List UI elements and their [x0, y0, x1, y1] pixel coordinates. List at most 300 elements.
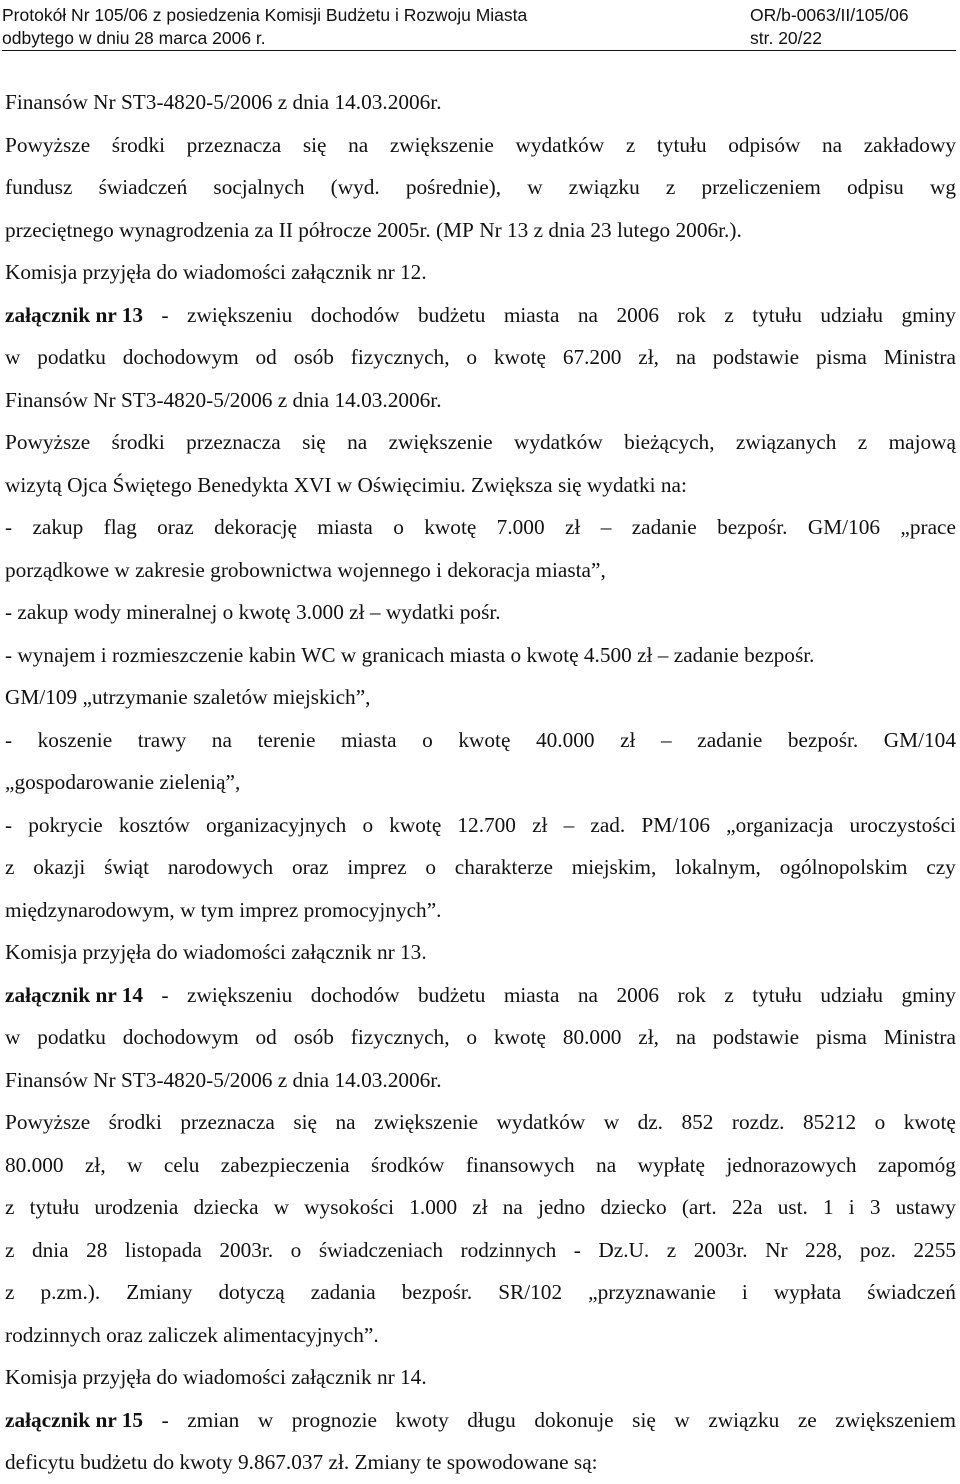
word: o — [425, 855, 436, 879]
word: Zmiany — [354, 1450, 421, 1474]
word: pokrycie — [28, 812, 103, 837]
word: półrocze — [298, 217, 372, 242]
word: osób — [293, 345, 334, 369]
word: wojennego — [337, 557, 431, 582]
word: 2003r. — [219, 1237, 274, 1262]
word: 80.000 — [562, 1025, 622, 1049]
word: bezpośr. — [744, 642, 815, 667]
word: Ojca — [67, 472, 108, 497]
word: miasta — [340, 727, 397, 752]
word: załącznik — [291, 940, 372, 964]
word: zwiększeniu — [187, 302, 293, 327]
word: kwotę — [238, 600, 291, 624]
word: dnia — [548, 217, 586, 242]
word: do — [156, 1365, 178, 1389]
word: porządkowe — [5, 557, 110, 582]
word: WC — [301, 642, 336, 667]
word: (art. — [681, 1195, 717, 1219]
word: 12.700 — [457, 812, 516, 837]
word: związku — [708, 1407, 780, 1432]
word: zł, — [84, 1152, 106, 1177]
word: 2255 — [913, 1237, 956, 1262]
word: ogólnopolskim — [779, 855, 908, 879]
text-line — [5, 336, 956, 379]
word: miejskim, — [571, 855, 657, 879]
word: zwiększenie — [388, 430, 493, 454]
word: grobownictwa — [210, 557, 333, 582]
word: Powyższe — [5, 430, 91, 454]
word: rok — [677, 982, 706, 1007]
word: - — [5, 642, 13, 667]
word: flag — [103, 515, 137, 539]
word: dochodów — [310, 982, 400, 1007]
word: Ministra — [883, 1025, 956, 1049]
word: kwotę — [424, 515, 477, 539]
word: „przyznawanie — [588, 1280, 716, 1304]
word: udziału — [820, 302, 884, 327]
word: gminy — [901, 982, 956, 1007]
word: do — [156, 260, 178, 284]
word: w — [180, 897, 196, 922]
word: wydatki — [586, 472, 656, 497]
word: zwiększeniu — [187, 982, 293, 1007]
word: organizacyjnych — [205, 812, 347, 837]
word: lokalnym, — [675, 855, 761, 879]
word: kwotę — [493, 345, 546, 369]
word: – — [661, 727, 672, 752]
text-line — [5, 889, 956, 932]
word: załącznik — [291, 1365, 372, 1389]
word: dotyczą — [218, 1280, 285, 1304]
word: dnia — [31, 1237, 69, 1262]
word: przyjęła — [82, 1365, 152, 1389]
word: „prace — [900, 515, 956, 539]
text-line — [5, 1144, 956, 1187]
word: czy — [926, 855, 956, 879]
word: w — [674, 1407, 690, 1432]
word: rozdz. — [731, 1110, 785, 1134]
word: na — [335, 1110, 356, 1134]
word: dz. — [637, 1110, 664, 1134]
text-line — [5, 209, 956, 252]
word: Zwiększa — [471, 472, 553, 497]
text-line — [5, 421, 956, 464]
word: ST3-4820-5/2006 — [120, 1067, 273, 1092]
word: Powyższe — [5, 1110, 91, 1134]
word: na — [675, 1025, 696, 1049]
word: zł — [564, 515, 581, 539]
word: przeciętnego — [5, 217, 114, 242]
word: o — [393, 515, 404, 539]
word: „gospodarowanie — [5, 770, 155, 794]
text-line — [5, 761, 956, 804]
word: środki — [111, 430, 165, 454]
word: 12. — [400, 260, 427, 284]
word: na — [577, 982, 598, 1007]
word: wydatków — [513, 430, 603, 454]
text-line — [5, 1186, 956, 1229]
text-line — [5, 464, 956, 507]
word: 228, — [805, 1237, 843, 1262]
word: bieżących, — [624, 430, 715, 454]
text-line — [5, 1059, 956, 1102]
word: o — [290, 1237, 302, 1262]
word: (wyd. — [330, 175, 380, 199]
word: z — [533, 217, 544, 242]
word: środków — [371, 1152, 445, 1177]
text-line — [5, 1101, 956, 1144]
word: na — [822, 132, 843, 157]
text-line — [5, 379, 956, 422]
word: Komisja — [5, 1365, 78, 1389]
word: o — [362, 812, 374, 837]
word: wg — [929, 175, 956, 199]
attachment-heading-line — [5, 1399, 956, 1442]
word: wydatków — [515, 132, 605, 157]
word: Zmiany — [126, 1280, 193, 1304]
word: miasta — [503, 302, 560, 327]
word: podstawie — [712, 1025, 800, 1049]
word: świadczeń — [867, 1280, 956, 1304]
word: alimentacyjnych”. — [223, 1322, 379, 1347]
word: o — [466, 345, 478, 369]
word: rok — [677, 302, 706, 327]
word: II — [278, 217, 293, 242]
word: podatku — [37, 1025, 106, 1049]
word: budżetu — [417, 982, 486, 1007]
word: się — [293, 1110, 318, 1134]
page-header — [2, 4, 956, 50]
word: z — [277, 90, 288, 114]
word: XVI — [293, 472, 332, 497]
word: są: — [573, 1450, 598, 1474]
word: wizytą — [5, 472, 62, 497]
word: pośr. — [459, 600, 501, 624]
word: odpisów — [728, 132, 801, 157]
word: 14.03.2006r. — [334, 1067, 442, 1092]
word: środki — [111, 132, 166, 157]
word: w — [603, 1110, 620, 1134]
word: dokonuje — [534, 1407, 614, 1432]
word: Nr — [93, 90, 116, 114]
word: zwiększeniem — [835, 1407, 956, 1432]
word: środki — [108, 1110, 162, 1134]
text-line — [5, 1441, 956, 1484]
word: zakresie — [135, 557, 205, 582]
word: długu — [467, 1407, 516, 1432]
word: i — [741, 1280, 748, 1304]
word: ze — [797, 1407, 817, 1432]
word: kwotę — [526, 642, 579, 667]
word: kwoty — [179, 1450, 233, 1474]
word: trawy — [137, 727, 187, 752]
word: nr — [376, 1365, 395, 1389]
word: promocyjnych”. — [303, 897, 442, 922]
word: wydatki — [385, 600, 455, 624]
text-line — [5, 719, 956, 762]
word: dochodowym — [122, 345, 239, 369]
word: tytułu — [752, 302, 802, 327]
protocol-title: Protokół Nr 105/06 z posiedzenia Komisji Budżetu i Rozwoju Miasta — [2, 5, 528, 25]
word: SR/102 — [498, 1280, 563, 1304]
word: – — [369, 600, 381, 624]
word: zł — [349, 600, 365, 624]
word: „organizacja — [726, 812, 834, 837]
word: zł, — [638, 1025, 659, 1049]
word: 80.000 — [5, 1152, 64, 1177]
word: w — [5, 1025, 21, 1049]
word: bezpośr. — [717, 515, 788, 539]
word: Oświęcimiu. — [357, 472, 466, 497]
word: do — [156, 940, 178, 964]
word: – — [600, 515, 612, 539]
word: o — [222, 600, 234, 624]
word: na — [596, 1152, 617, 1177]
word: ustawy — [895, 1195, 956, 1219]
word: w — [340, 642, 357, 667]
word: z — [724, 982, 734, 1007]
text-line — [5, 506, 956, 549]
attachment-label: załącznik nr 15 — [5, 1407, 144, 1432]
word: mineralnej — [126, 600, 218, 624]
word: zł, — [638, 345, 659, 369]
word: uroczystości — [849, 812, 956, 837]
word: dziecka — [193, 1195, 259, 1219]
word: 852 — [681, 1110, 714, 1134]
word: Nr — [93, 1067, 116, 1092]
word: 2006r.). — [675, 217, 742, 242]
word: o — [466, 1025, 478, 1049]
word: 1 — [823, 1195, 834, 1219]
word: bezpośr. — [787, 727, 859, 752]
word: kosztów — [118, 812, 190, 837]
word: zadanie — [631, 515, 697, 539]
word: z — [277, 1067, 288, 1092]
word: wody — [73, 600, 121, 624]
word: z — [724, 302, 734, 327]
word: szaletów — [193, 685, 268, 709]
word: pisma — [816, 345, 867, 369]
word: Powyższe — [5, 132, 91, 157]
word: nr — [376, 260, 395, 284]
text-line — [5, 1016, 956, 1059]
word: fizycznych, — [350, 1025, 450, 1049]
word: z — [857, 430, 868, 454]
word: zwiększenie — [374, 1110, 479, 1134]
word: urodzenia — [94, 1195, 179, 1219]
word: granicach — [361, 642, 445, 667]
word: 67.200 — [562, 345, 622, 369]
word: 4.500 — [583, 642, 632, 667]
word: miejskich”, — [272, 685, 371, 709]
word: miasta — [317, 515, 373, 539]
text-line — [5, 591, 956, 634]
word: - — [161, 982, 169, 1007]
word: zmian — [187, 1407, 240, 1432]
word: 13 — [507, 217, 529, 242]
word: z — [5, 1237, 15, 1262]
word: dekoracja — [447, 557, 531, 582]
word: majową — [888, 430, 956, 454]
word: wiadomości — [183, 940, 286, 964]
word: udziału — [820, 982, 884, 1007]
word: budżetu — [417, 302, 486, 327]
word: z — [5, 855, 15, 879]
word: Finansów — [5, 387, 88, 412]
word: lutego — [616, 217, 671, 242]
word: te — [426, 1450, 442, 1474]
word: na — [675, 345, 696, 369]
word: świąt — [104, 855, 150, 879]
word: podatku — [37, 345, 106, 369]
text-line — [5, 251, 956, 294]
word: „utrzymanie — [82, 685, 188, 709]
word: się — [557, 472, 582, 497]
word: ST3-4820-5/2006 — [120, 90, 273, 114]
word: Nr — [479, 217, 502, 242]
word: na — [347, 430, 368, 454]
meeting-date: odbytego w dniu 28 marca 2006 r. — [2, 28, 266, 48]
word: kwotę — [458, 727, 511, 752]
word: koszenie — [37, 727, 113, 752]
text-line — [5, 166, 956, 209]
word: w — [273, 1195, 290, 1219]
word: dekorację — [214, 515, 297, 539]
word: z — [666, 1237, 677, 1262]
word: przyjęła — [82, 940, 152, 964]
word: bezpośr. — [401, 1280, 473, 1304]
word: socjalnych — [213, 175, 305, 199]
word: wynajem — [17, 642, 96, 667]
word: 9.867.037 — [238, 1450, 324, 1474]
text-line — [5, 1356, 956, 1399]
text-line — [5, 931, 956, 974]
word: tytułu — [29, 1195, 80, 1219]
word: zwiększenie — [389, 132, 494, 157]
word: zabezpieczenia — [220, 1152, 350, 1177]
word: kwoty — [395, 1407, 449, 1432]
document-body — [5, 81, 956, 1484]
word: zaliczek — [148, 1322, 218, 1347]
word: związanych — [735, 430, 837, 454]
word: kwotę — [389, 812, 442, 837]
word: dnia — [292, 387, 330, 412]
word: – — [563, 812, 575, 837]
word: dziecko — [600, 1195, 667, 1219]
word: - — [573, 1237, 581, 1262]
word: fundusz — [5, 175, 73, 199]
word: od — [255, 1025, 277, 1049]
word: celu — [163, 1152, 200, 1177]
word: oraz — [106, 1322, 143, 1347]
attachment-label: załącznik nr 13 — [5, 302, 144, 327]
word: GM/109 — [5, 685, 78, 709]
word: gminy — [901, 302, 956, 327]
word: GM/106 — [807, 515, 881, 539]
word: za — [254, 217, 274, 242]
word: się — [302, 430, 326, 454]
word: 22a — [731, 1195, 763, 1219]
text-line — [5, 124, 956, 167]
word: zad. — [590, 812, 626, 837]
word: dnia — [292, 1067, 330, 1092]
word: Finansów — [5, 90, 88, 114]
word: przeliczeniem — [701, 175, 821, 199]
word: budżetu — [80, 1450, 148, 1474]
word: nr — [376, 940, 395, 964]
word: – — [657, 642, 669, 667]
word: miasta — [449, 642, 506, 667]
word: wiadomości — [183, 1365, 286, 1389]
word: jednorazowych — [726, 1152, 857, 1177]
word: się — [632, 1407, 656, 1432]
word: zł — [532, 812, 548, 837]
word: w — [114, 557, 130, 582]
word: dochodowym — [122, 1025, 239, 1049]
word: zadanie — [673, 642, 739, 667]
word: rodzinnych — [5, 1322, 101, 1347]
word: oraz — [157, 515, 194, 539]
word: zakładowy — [863, 132, 956, 157]
word: ust. — [777, 1195, 808, 1219]
word: o — [874, 1110, 886, 1134]
word: w — [5, 345, 21, 369]
word: w — [336, 472, 353, 497]
word: na — [348, 132, 369, 157]
word: świadczeń — [98, 175, 188, 199]
word: rozmieszczenie — [112, 642, 244, 667]
word: i — [848, 1195, 855, 1219]
word: zł — [637, 642, 653, 667]
word: 2006 — [616, 982, 660, 1007]
word: z — [5, 1195, 15, 1219]
word: wynagrodzenia — [119, 217, 250, 242]
word: poz. — [859, 1237, 896, 1262]
word: Ministra — [883, 345, 956, 369]
word: i — [436, 557, 443, 582]
word: z — [277, 387, 288, 412]
word: pośrednie), — [405, 175, 502, 199]
word: 13. — [400, 940, 427, 964]
word: jedno — [538, 1195, 586, 1219]
word: zapomóg — [877, 1152, 956, 1177]
word: na — [502, 1195, 523, 1219]
word: miasta — [503, 982, 560, 1007]
word: Komisja — [5, 940, 78, 964]
word: 3.000 — [295, 600, 344, 624]
word: zadania — [310, 1280, 376, 1304]
word: PM/106 — [641, 812, 711, 837]
word: charakterze — [454, 855, 553, 879]
word: prognozie — [291, 1407, 377, 1432]
word: Benedykta — [197, 472, 289, 497]
word: 85212 — [802, 1110, 857, 1134]
word: 23 — [590, 217, 612, 242]
word: podstawie — [712, 345, 800, 369]
word: - — [5, 727, 13, 752]
word: - — [5, 812, 13, 837]
word: Dz.U. — [598, 1237, 650, 1262]
word: zielenią”, — [159, 770, 241, 794]
word: do — [152, 1450, 175, 1474]
word: kabin — [248, 642, 296, 667]
word: z — [625, 132, 636, 157]
word: 28 — [86, 1237, 108, 1262]
word: świadczeniach — [318, 1237, 443, 1262]
word: 7.000 — [496, 515, 545, 539]
word: miasta”, — [535, 557, 606, 582]
word: z — [5, 1280, 15, 1304]
